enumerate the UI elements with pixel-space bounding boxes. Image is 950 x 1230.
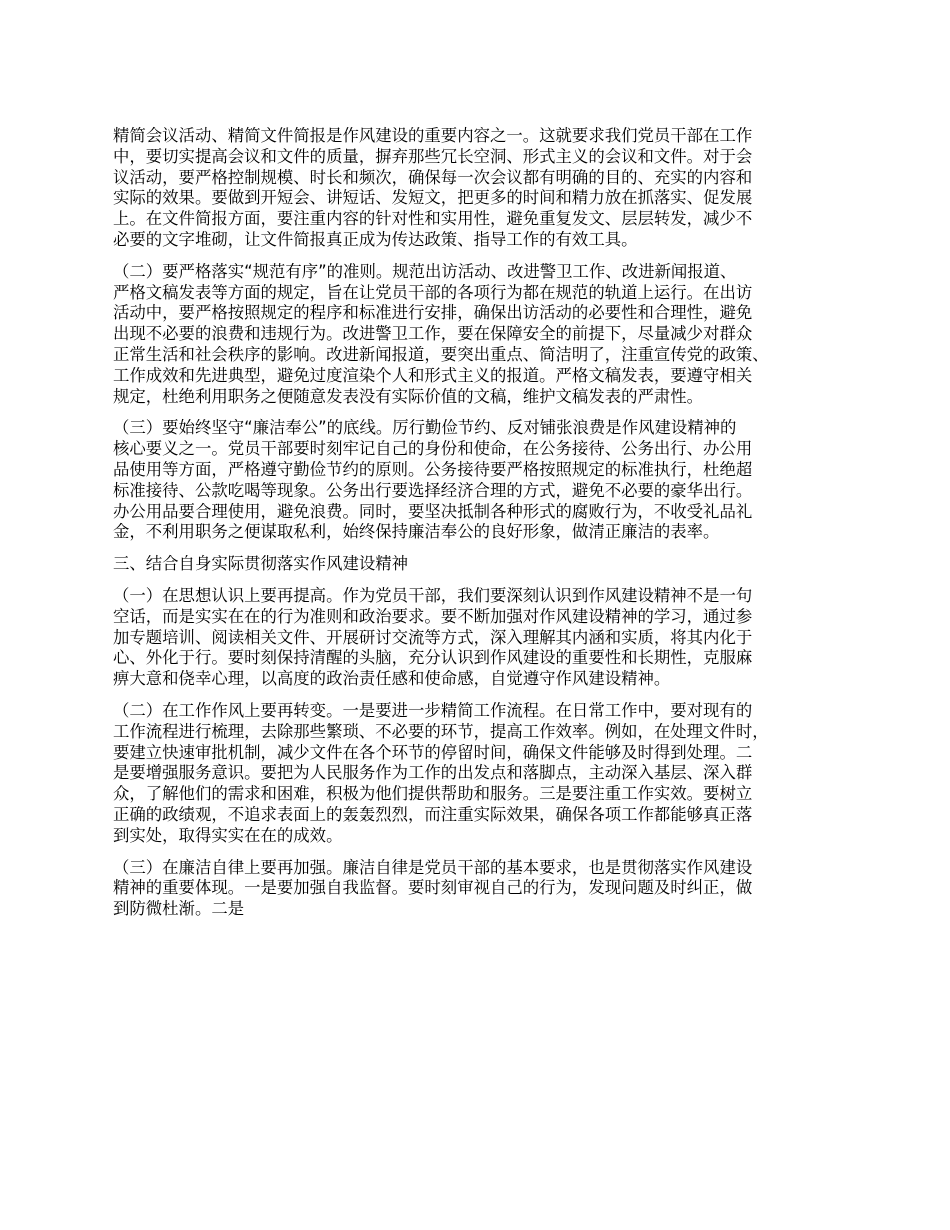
text-line: （二）在工作作风上要再转变。一是要进一步精简工作流程。在日常工作中，要对现有的 xyxy=(113,700,753,720)
paragraph-work-style xyxy=(113,701,855,847)
text-line: （三）在廉洁自律上要再加强。廉洁自律是党员干部的基本要求，也是贯彻落实作风建设 xyxy=(113,857,753,877)
section-heading-text: 三、结合自身实际贯彻落实作风建设精神 xyxy=(113,554,409,574)
text-line: 上。在文件简报方面，要注重内容的针对性和实用性，避免重复发文、层层转发，减少不 xyxy=(113,209,753,229)
text-line: 规定，杜绝利用职务之便随意发表没有实际价值的文稿，维护文稿发表的严肃性。 xyxy=(113,386,704,406)
text-line: 正常生活和社会秩序的影响。改进新闻报道，要突出重点、简洁明了，注重宣传党的政策、 xyxy=(113,344,769,364)
text-line: 精简会议活动、精简文件简报是作风建设的重要内容之一。这就要求我们党员干部在工作 xyxy=(113,126,753,145)
text-line: （一）在思想认识上要再提高。作为党员干部，我们要深刻认识到作风建设精神不是一句 xyxy=(113,585,753,605)
text-line: 是要增强服务意识。要把为人民服务作为工作的出发点和落脚点，主动深入基层、深入群 xyxy=(113,763,753,783)
text-line: （二）要严格落实“规范有序”的准则。规范出访活动、改进警卫工作、改进新闻报道、 xyxy=(113,261,737,281)
text-line: 办公用品要合理使用，避免浪费。同时，要坚决抵制各种形式的腐败行为，不收受礼品礼 xyxy=(113,501,753,521)
text-line: （三）要始终坚守“廉洁奉公”的底线。厉行勤俭节约、反对铺张浪费是作风建设精神的 xyxy=(113,418,737,438)
text-line: 痹大意和侥幸心理，以高度的政治责任感和使命感，自觉遵守作风建设精神。 xyxy=(113,669,671,689)
text-line: 众，了解他们的需求和困难，积极为他们提供帮助和服务。三是要注重工作实效。要树立 xyxy=(113,784,753,804)
text-line: 出现不必要的浪费和违规行为。改进警卫工作，要在保障安全的前提下，尽量减少对群众 xyxy=(113,324,753,344)
paragraph-thinking xyxy=(113,586,855,690)
paragraph-integrity xyxy=(113,418,855,543)
text-line: 严格文稿发表等方面的规定，旨在让党员干部的各项行为都在规范的轨道上运行。在出访 xyxy=(113,282,753,302)
text-line: 标准接待、公款吃喝等现象。公务出行要选择经济合理的方式，避免不必要的豪华出行。 xyxy=(113,480,753,500)
text-line: 议活动，要严格控制规模、时长和频次，确保每一次会议都有明确的目的、充实的内容和 xyxy=(113,167,753,187)
text-line: 活动中，要严格按照规定的程序和标准进行安排，确保出访活动的必要性和合理性，避免 xyxy=(113,303,753,323)
paragraph-meeting-simplification xyxy=(113,126,855,251)
section-heading xyxy=(113,554,855,575)
text-line: 核心要义之一。党员干部要时刻牢记自己的身份和使命，在公务接待、公务出行、办公用 xyxy=(113,439,753,459)
text-line: 精神的重要体现。一是要加强自我监督。要时刻审视自己的行为，发现问题及时纠正，做 xyxy=(113,878,753,898)
text-line: 到防微杜渐。二是 xyxy=(113,899,245,919)
text-line: 空话，而是实实在在的行为准则和政治要求。要不断加强对作风建设精神的学习，通过参 xyxy=(113,606,753,626)
text-line: 实际的效果。要做到开短会、讲短话、发短文，把更多的时间和精力放在抓落实、促发展 xyxy=(113,188,753,208)
text-line: 加专题培训、阅读相关文件、开展研讨交流等方式，深入理解其内涵和实质，将其内化于 xyxy=(113,627,753,647)
paragraph-self-discipline xyxy=(113,858,855,920)
text-line: 到实处，取得实实在在的成效。 xyxy=(113,825,343,845)
document-page xyxy=(113,126,855,931)
text-line: 心、外化于行。要时刻保持清醒的头脑，充分认识到作风建设的重要性和长期性，克服麻 xyxy=(113,648,753,668)
text-line: 金，不利用职务之便谋取私利，始终保持廉洁奉公的良好形象，做清正廉洁的表率。 xyxy=(113,522,720,542)
text-line: 品使用等方面，严格遵守勤俭节约的原则。公务接待要严格按照规定的标准执行，杜绝超 xyxy=(113,459,753,479)
text-line: 工作流程进行梳理，去除那些繁琐、不必要的环节，提高工作效率。例如，在处理文件时， xyxy=(113,721,769,741)
text-line: 要建立快速审批机制，减少文件在各个环节的停留时间，确保文件能够及时得到处理。二 xyxy=(113,742,753,762)
text-line: 中，要切实提高会议和文件的质量，摒弃那些冗长空洞、形式主义的会议和文件。对于会 xyxy=(113,146,753,166)
text-line: 工作成效和先进典型，避免过度渲染个人和形式主义的报道。严格文稿发表，要遵守相关 xyxy=(113,365,753,385)
paragraph-standard-order xyxy=(113,262,855,408)
text-line: 必要的文字堆砌，让文件简报真正成为传达政策、指导工作的有效工具。 xyxy=(113,229,638,249)
text-line: 正确的政绩观，不追求表面上的轰轰烈烈，而注重实际效果，确保各项工作都能够真正落 xyxy=(113,804,753,824)
